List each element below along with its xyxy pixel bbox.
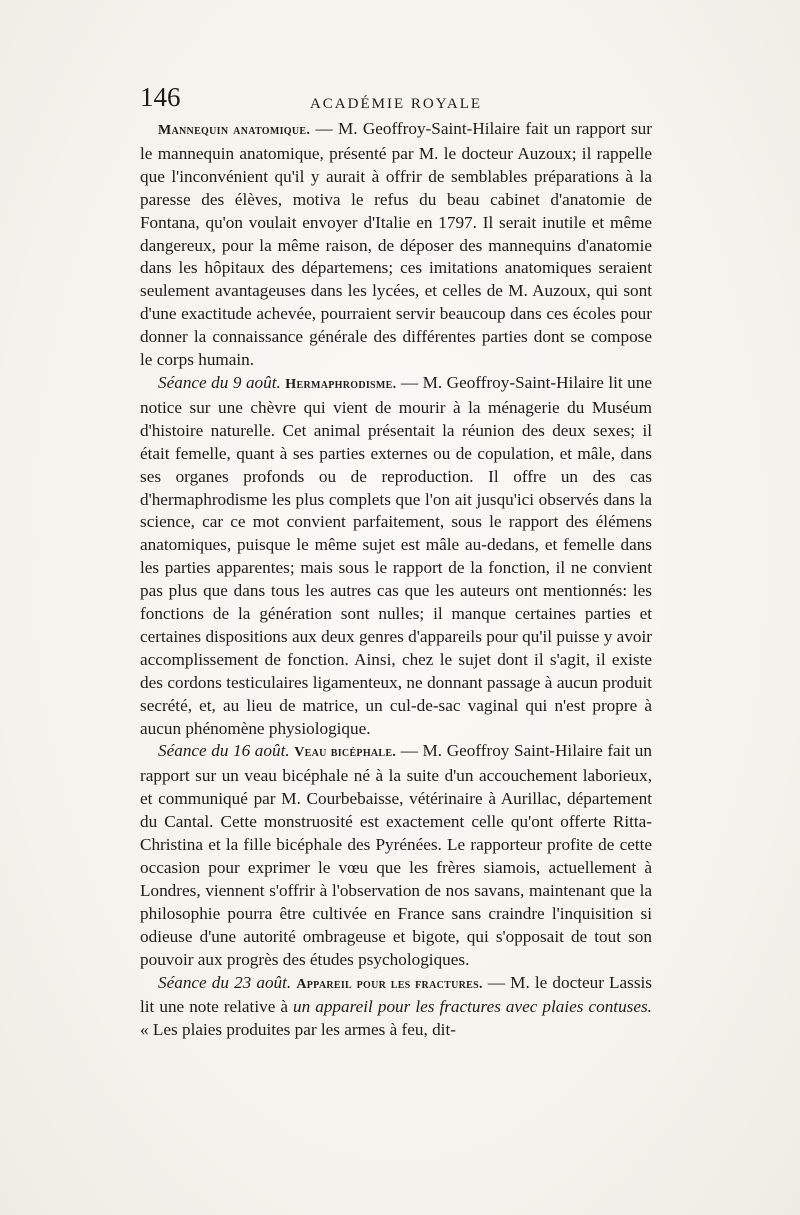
entry-text: — M. le docteur Lassis lit une note relative à <box>140 972 652 1017</box>
entry-text: — M. Geoffroy-Saint-Hilaire lit une notice sur une chèvre qui vient de mourir à la ménagerie du Muséum d'histoire naturelle. Cet animal présentait la réunion des deux sexes; il était femelle, quant à ses parties externes ou de copulation, et mâle, dans ses organes profonds ou de reproduction. Il offre un des cas d'hermaphrodisme les plus complets que l'on ait jusqu'ici observés dans la science, car ce mot convient parfaitement, sous le rapport des élémens anatomiques, puisque le même sujet est mâle au-dedans, et femelle dans les parties apparentes; mais sous le rapport de la fonction, il ne convient pas plus que dans tous les autres cas que les auteurs ont mentionnés: les fonctions de la génération sont nulles; il manque certaines parties et certaines dispositions aux deux genres d'appareils pour qu'il puisse y avoir accomplissement de fonction. Ainsi, chez le sujet dont il s'agit, il existe des cordons testiculaires ligamenteux, ne donnant passage à aucun produit secrété, et, au lieu de matrice, un cul-de-sac vaginal qui n'est propre à aucun phénomène physiologique. <box>140 372 652 738</box>
entry-heading: Mannequin anatomique. <box>158 123 311 138</box>
body-text <box>140 118 652 1042</box>
entry-mannequin <box>140 118 652 372</box>
running-head <box>140 82 652 118</box>
entry-veau-bicephale <box>140 740 652 971</box>
entry-text-continued: « Les plaies produites par les armes à feu, dit- <box>140 1020 456 1040</box>
entry-hermaphrodisme <box>140 372 652 741</box>
seance-date: Séance du 23 août. <box>158 972 292 992</box>
page-number: 146 <box>140 82 181 112</box>
entry-text: — M. Geoffroy Saint-Hilaire fait un rapport sur un veau bicéphale né à la suite d'un accouchement laborieux, et communiqué par M. Courbebaisse, vétérinaire à Aurillac, département du Cantal. Cette monstruosité est exactement celle qu'ont offerte Ritta-Christina et la fille bicéphale des Pyrénées. Le rapporteur profite de cette occasion pour exprimer le vœu que les frères siamois, actuellement à Londres, viennent s'offrir à l'observation de nos savans, maintenant que la philosophie pourra être cultivée en France sans craindre l'inquisition si odieuse d'une autorité ombrageuse et bigote, qui s'opposait de tout son pouvoir aux progrès des études psychologiques. <box>140 741 652 969</box>
text-block <box>140 82 652 1042</box>
entry-heading: Veau bicéphale. <box>294 745 397 761</box>
note-title: un appareil pour les fractures avec plaies contuses. <box>293 997 652 1017</box>
seance-date: Séance du 16 août. <box>158 741 290 761</box>
entry-heading: Appareil pour les fractures. <box>296 976 483 992</box>
entry-text: — M. Geoffroy-Saint-Hilaire fait un rapport sur le mannequin anatomique, présenté par M. le docteur Auzoux; il rappelle que l'inconvénient qu'il y aurait à offrir de semblables préparations à la paresse des élèves, motiva le refus du beau cabinet d'anatomie de Fontana, qu'on voulait envoyer d'Italie en 1797. Il serait inutile et même dangereux, pour la même raison, de déposer des mannequins d'anatomie dans les hôpitaux des départemens; ces imitations anatomiques seraient seulement avantageuses dans les lycées, et celles de M. Auzoux, qui sont d'une exactitude achevée, pourraient servir beaucoup dans ces écoles pour donner la connaissance générale des différentes parties dont se compose le corps humain. <box>140 119 652 370</box>
seance-date: Séance du 9 août. <box>158 372 281 392</box>
running-title: ACADÉMIE ROYALE <box>309 96 483 112</box>
entry-heading: Hermaphrodisme. <box>285 376 397 392</box>
entry-appareil-fractures <box>140 972 652 1043</box>
